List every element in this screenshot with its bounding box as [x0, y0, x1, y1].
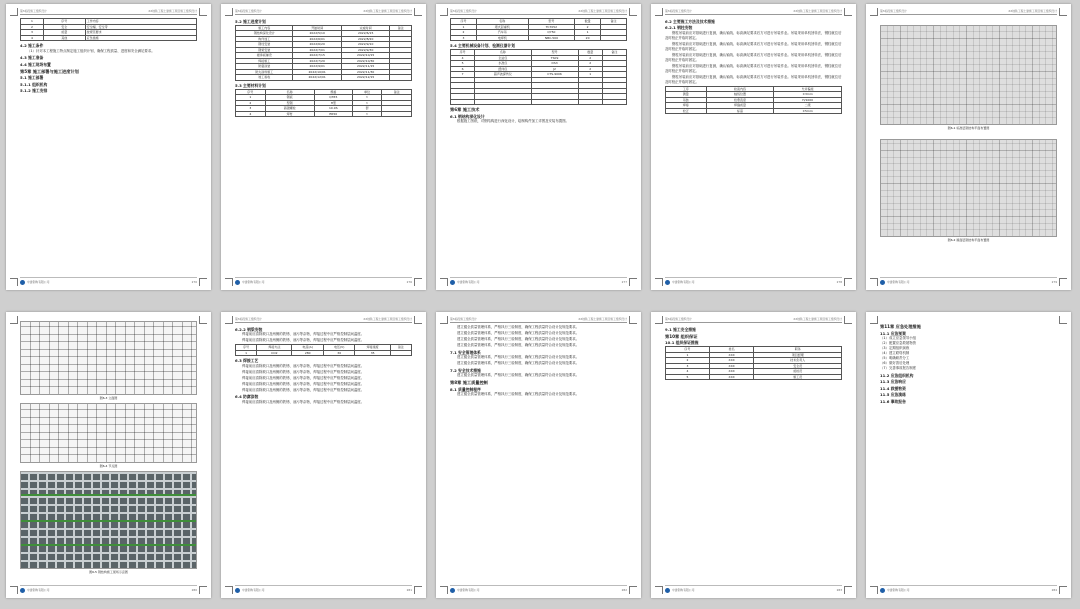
document-page-6[interactable]: [6, 312, 211, 598]
company-logo-icon: [450, 280, 455, 285]
page-footer: 中建钢构有限公司 283: [665, 585, 842, 593]
equipment-table-top: 序号 名称 型号 数量 备注 1 塔式起重机 TC7052 2 2 汽车吊 QY50 1 3 电焊机 NBC-500 20: [450, 18, 627, 41]
list-item: （1）成立应急领导小组: [880, 336, 917, 340]
document-page-9[interactable]: [651, 312, 856, 598]
paragraph: 建立健全质量管理体系，严格执行三检制度，确保工程质量符合设计及规范要求。: [457, 361, 580, 365]
company-logo-icon: [20, 588, 25, 593]
section-heading: 7.1 安全管理体系: [450, 349, 481, 355]
section-heading: 5.1.2 施工安排: [20, 88, 48, 93]
document-page-3[interactable]: [436, 4, 641, 290]
paragraph: （1）针对本工程施工特点制定施工组织计划，确保工程质量、进度和安全满足要求。: [27, 48, 155, 53]
page-footer: 中建钢构有限公司 277: [450, 277, 627, 285]
document-page-10[interactable]: [866, 312, 1071, 598]
section-heading: 5.3 主要材料计划: [235, 82, 266, 88]
schedule-table: 施工内容 开始时间 完成时间 备注 钢结构深化设计 2022/5/10 2022/6/15 构件加工 2022/6/01 2022/8/20 钢柱安装 2022/6/20 2022/9/10 钢梁安装 2022/7/01 2022/9/30 楼承板铺设 2022/7/15 2022/10/15 焊接施工 2022/7/20 2022/10/30 防腐涂装 2022/9/01 2022/11/15 防火涂料施工 2022/10/01 2022/11/30 竣工验收 2022/12/01 2022/12/15: [235, 25, 412, 81]
document-page-5[interactable]: [866, 4, 1071, 290]
section-heading: 6.3 焊接工艺: [235, 358, 259, 363]
floor-plan-figure: [880, 25, 1057, 125]
section-heading: 4.3 施工准备: [20, 55, 44, 60]
list-item: （6）做好善后处理: [880, 361, 910, 365]
figure-caption: 图6-2 屋面层钢结构平面布置图: [947, 238, 990, 242]
section-heading: 8.1 质量控制程序: [450, 386, 481, 392]
paragraph: 建立健全质量管理体系，严格执行三检制度，确保工程质量符合设计及规范要求。: [457, 331, 580, 335]
page-header: 第3标段施工组织设计 XX地铁工程土建施工项目施工组织设计: [450, 317, 627, 321]
company-logo-icon: [450, 588, 455, 593]
company-logo-icon: [20, 280, 25, 285]
company-logo-icon: [665, 588, 670, 593]
page-header: 第3标段施工组织设计 XX地铁工程土建施工项目施工组织设计: [235, 317, 412, 321]
section-heading: 6.1 钢结构深化设计: [450, 113, 485, 119]
page-footer: 中建钢构有限公司 281: [235, 585, 412, 593]
paragraph: 焊接前应清除坡口及两侧的铁锈、油污等杂物，焊接过程中应严格控制层间温度。: [242, 399, 365, 404]
section-heading: 11.2 应急组织机构: [880, 372, 914, 378]
list-item: （7）完善事故报告制度: [880, 366, 917, 370]
paragraph: 建立健全质量管理体系，严格执行三检制度，确保工程质量符合设计及规范要求。: [457, 392, 580, 396]
personnel-table: 序号 姓名 职务 1 XXX 项目经理 2 XXX 技术负责人 3 XXX 安全员 4 XXX 质检员 5 XXX 施工员: [665, 346, 842, 380]
company-logo-icon: [235, 280, 240, 285]
section-heading: 6.2 主要施工方法及技术措施: [665, 18, 715, 24]
page-header: 第3标段施工组织设计 XX地铁工程土建施工项目施工组织设计: [665, 317, 842, 321]
paragraph: 焊接前应清除坡口及两侧的铁锈、油污等杂物，焊接过程中应严格控制层间温度。: [242, 332, 365, 336]
paragraph: 焊接前应清除坡口及两侧的铁锈、油污等杂物，焊接过程中应严格控制层间温度。: [242, 338, 365, 342]
figure-caption: 图6-1 标准层钢结构平面布置图: [947, 126, 990, 130]
chapter-heading: 第8章 施工质量控制: [450, 380, 488, 385]
section-heading: 5.1.1 组织机构: [20, 81, 48, 87]
material-table: 序号 名称 规格 单位 备注 1 钢板 Q355 t 2 型钢 H型 t 3 高强螺栓 10.9S 套 4 焊材 ER50 t: [235, 89, 412, 118]
page-header: 第3标段施工组织设计 XX地铁工程土建施工项目施工组织设计: [450, 9, 627, 13]
figure-caption: 图6-4 节点图: [99, 464, 118, 468]
page-footer: 中建钢构有限公司 270: [20, 277, 197, 285]
document-page-7[interactable]: [221, 312, 426, 598]
page-header: 第3标段施工组织设计 XX地铁工程土建施工项目施工组织设计: [880, 9, 1057, 13]
welding-table: 序号 焊接方法 电流(A) 电压(V) 焊接速度 备注 1 CO2 280 30 35: [235, 344, 412, 356]
document-page-1[interactable]: [6, 4, 211, 290]
document-page-2[interactable]: [221, 4, 426, 290]
section-heading: 4.2 施工条件: [20, 43, 44, 48]
paragraph: 建立健全质量管理体系，严格执行三检制度，确保工程质量符合设计及规范要求。: [457, 325, 580, 329]
list-item: （3）定期组织演练: [880, 346, 910, 350]
paragraph: 焊接前应清除坡口及两侧的铁锈、油污等杂物，焊接过程中应严格控制层间温度。: [242, 363, 365, 368]
document-page-8[interactable]: [436, 312, 641, 598]
content-table: 1 序号 工作内容 2 安全 安全帽、安全带 3 质量 按规范要求 4 其他 应急措施: [20, 18, 197, 41]
page-footer: 中建钢构有限公司 279: [880, 277, 1057, 285]
company-logo-icon: [665, 280, 670, 285]
paragraph: 根据施工图纸，对钢结构进行深化设计，绘制构件加工详图及安装布置图。: [457, 119, 569, 123]
paragraph: 建立健全质量管理体系，严格执行三检制度，确保工程质量符合设计及规范要求。: [457, 337, 580, 341]
section-heading: 5.1 施工部署: [20, 75, 44, 80]
company-logo-icon: [880, 588, 885, 593]
section-heading: 10.1 组织保证措施: [665, 340, 699, 345]
paragraph: 钢柱吊装前应对基础进行复测，确认轴线、标高满足要求后方可进行吊装作业。吊装采用单机回转法，钢柱就位后及时校正并临时固定。: [665, 41, 842, 51]
section-heading: 11.3 应急响应: [880, 379, 906, 384]
section-heading: 4.4 施工现场布置: [20, 61, 51, 67]
section-heading: 11.1 应急预案: [880, 330, 906, 336]
instrument-table: 序号 名称 型号 数量 备注 4 全站仪 TS09 2 5 水准仪 DS3 2 6 经纬仪 J2 2 7 超声波探伤仪 CTS-9006 1: [450, 49, 627, 105]
page-footer: 中建钢构有限公司 280: [20, 585, 197, 593]
section-heading: 11.5 应急演练: [880, 392, 906, 397]
section-heading: 6.2.1 钢柱安装: [665, 25, 693, 30]
section-heading: 5.2 施工进度计划: [235, 18, 266, 24]
paragraph: 焊接前应清除坡口及两侧的铁锈、油污等杂物，焊接过程中应严格控制层间温度。: [242, 381, 365, 386]
list-item: （4）建立联络机制: [880, 351, 910, 355]
list-item: （5）明确职责分工: [880, 356, 910, 360]
elevation-figure: [20, 321, 197, 395]
list-item: （2）配置应急救援物资: [880, 341, 917, 345]
node-detail-figure: [20, 403, 197, 463]
section-heading: 11.4 救援物资: [880, 385, 906, 391]
tolerance-table: 工序 检查内容 允许偏差 测量 轴线位置 ±3mm 吊装 柱垂直度 H/1000 焊接 焊缝质量 二级 校正 标高 ±5mm: [665, 86, 842, 115]
figure-caption: 图6-5 钢结构施工现场示意图: [89, 570, 128, 574]
paragraph: 建立健全质量管理体系，严格执行三检制度，确保工程质量符合设计及规范要求。: [457, 355, 580, 359]
company-logo-icon: [235, 588, 240, 593]
paragraph: 建立健全质量管理体系，严格执行三检制度，确保工程质量符合设计及规范要求。: [457, 343, 580, 347]
company-logo-icon: [880, 280, 885, 285]
page-footer: 中建钢构有限公司 278: [665, 277, 842, 285]
chapter-heading: 第6章 施工技术: [450, 107, 480, 112]
figure-caption: 图6-3 立面图: [99, 396, 118, 400]
chapter-heading: 第11章 应急处理措施: [880, 324, 921, 329]
paragraph: 钢柱吊装前应对基础进行复测，确认轴线、标高满足要求后方可进行吊装作业。吊装采用单机回转法，钢柱就位后及时校正并临时固定。: [665, 63, 842, 73]
page-footer: 中建钢构有限公司 284: [880, 585, 1057, 593]
section-heading: 6.4 防腐涂装: [235, 394, 259, 399]
paragraph: 焊接前应清除坡口及两侧的铁锈、油污等杂物，焊接过程中应严格控制层间温度。: [242, 369, 365, 374]
page-footer: 中建钢构有限公司 282: [450, 585, 627, 593]
section-heading: 5.4 主要机械设备计划、检测仪器计划: [450, 43, 516, 48]
page-header: 第3标段施工组织设计 XX地铁工程土建施工项目施工组织设计: [665, 9, 842, 13]
paragraph: 焊接前应清除坡口及两侧的铁锈、油污等杂物，焊接过程中应严格控制层间温度。: [242, 375, 365, 380]
paragraph: 建立健全质量管理体系，严格执行三检制度，确保工程质量符合设计及规范要求。: [457, 373, 580, 377]
paragraph: 焊接前应清除坡口及两侧的铁锈、油污等杂物，焊接过程中应严格控制层间温度。: [242, 387, 365, 392]
page-header: 第3标段施工组织设计 XX地铁工程土建施工项目施工组织设计: [20, 9, 197, 13]
paragraph: 钢柱吊装前应对基础进行复测，确认轴线、标高满足要求后方可进行吊装作业。吊装采用单机回转法，钢柱就位后及时校正并临时固定。: [665, 74, 842, 84]
section-heading: 6.2.2 钢梁安装: [235, 326, 263, 332]
site-photo: [20, 471, 197, 569]
document-page-4[interactable]: [651, 4, 856, 290]
paragraph: 钢柱吊装前应对基础进行复测，确认轴线、标高满足要求后方可进行吊装作业。吊装采用单机回转法，钢柱就位后及时校正并临时固定。: [665, 30, 842, 40]
section-heading: 11.6 事故报告: [880, 398, 906, 404]
page-header: 第3标段施工组织设计 XX地铁工程土建施工项目施工组织设计: [235, 9, 412, 13]
section-heading: 9.1 施工安全措施: [665, 326, 696, 332]
roof-plan-figure: [880, 139, 1057, 237]
chapter-heading: 第10章 组织保证: [665, 333, 698, 339]
chapter-heading: 第5章 施工部署与施工进度计划: [20, 68, 79, 74]
page-footer: 中建钢构有限公司 276: [235, 277, 412, 285]
section-heading: 7.2 安全技术措施: [450, 367, 481, 373]
paragraph: 钢柱吊装前应对基础进行复测，确认轴线、标高满足要求后方可进行吊装作业。吊装采用单机回转法，钢柱就位后及时校正并临时固定。: [665, 52, 842, 62]
